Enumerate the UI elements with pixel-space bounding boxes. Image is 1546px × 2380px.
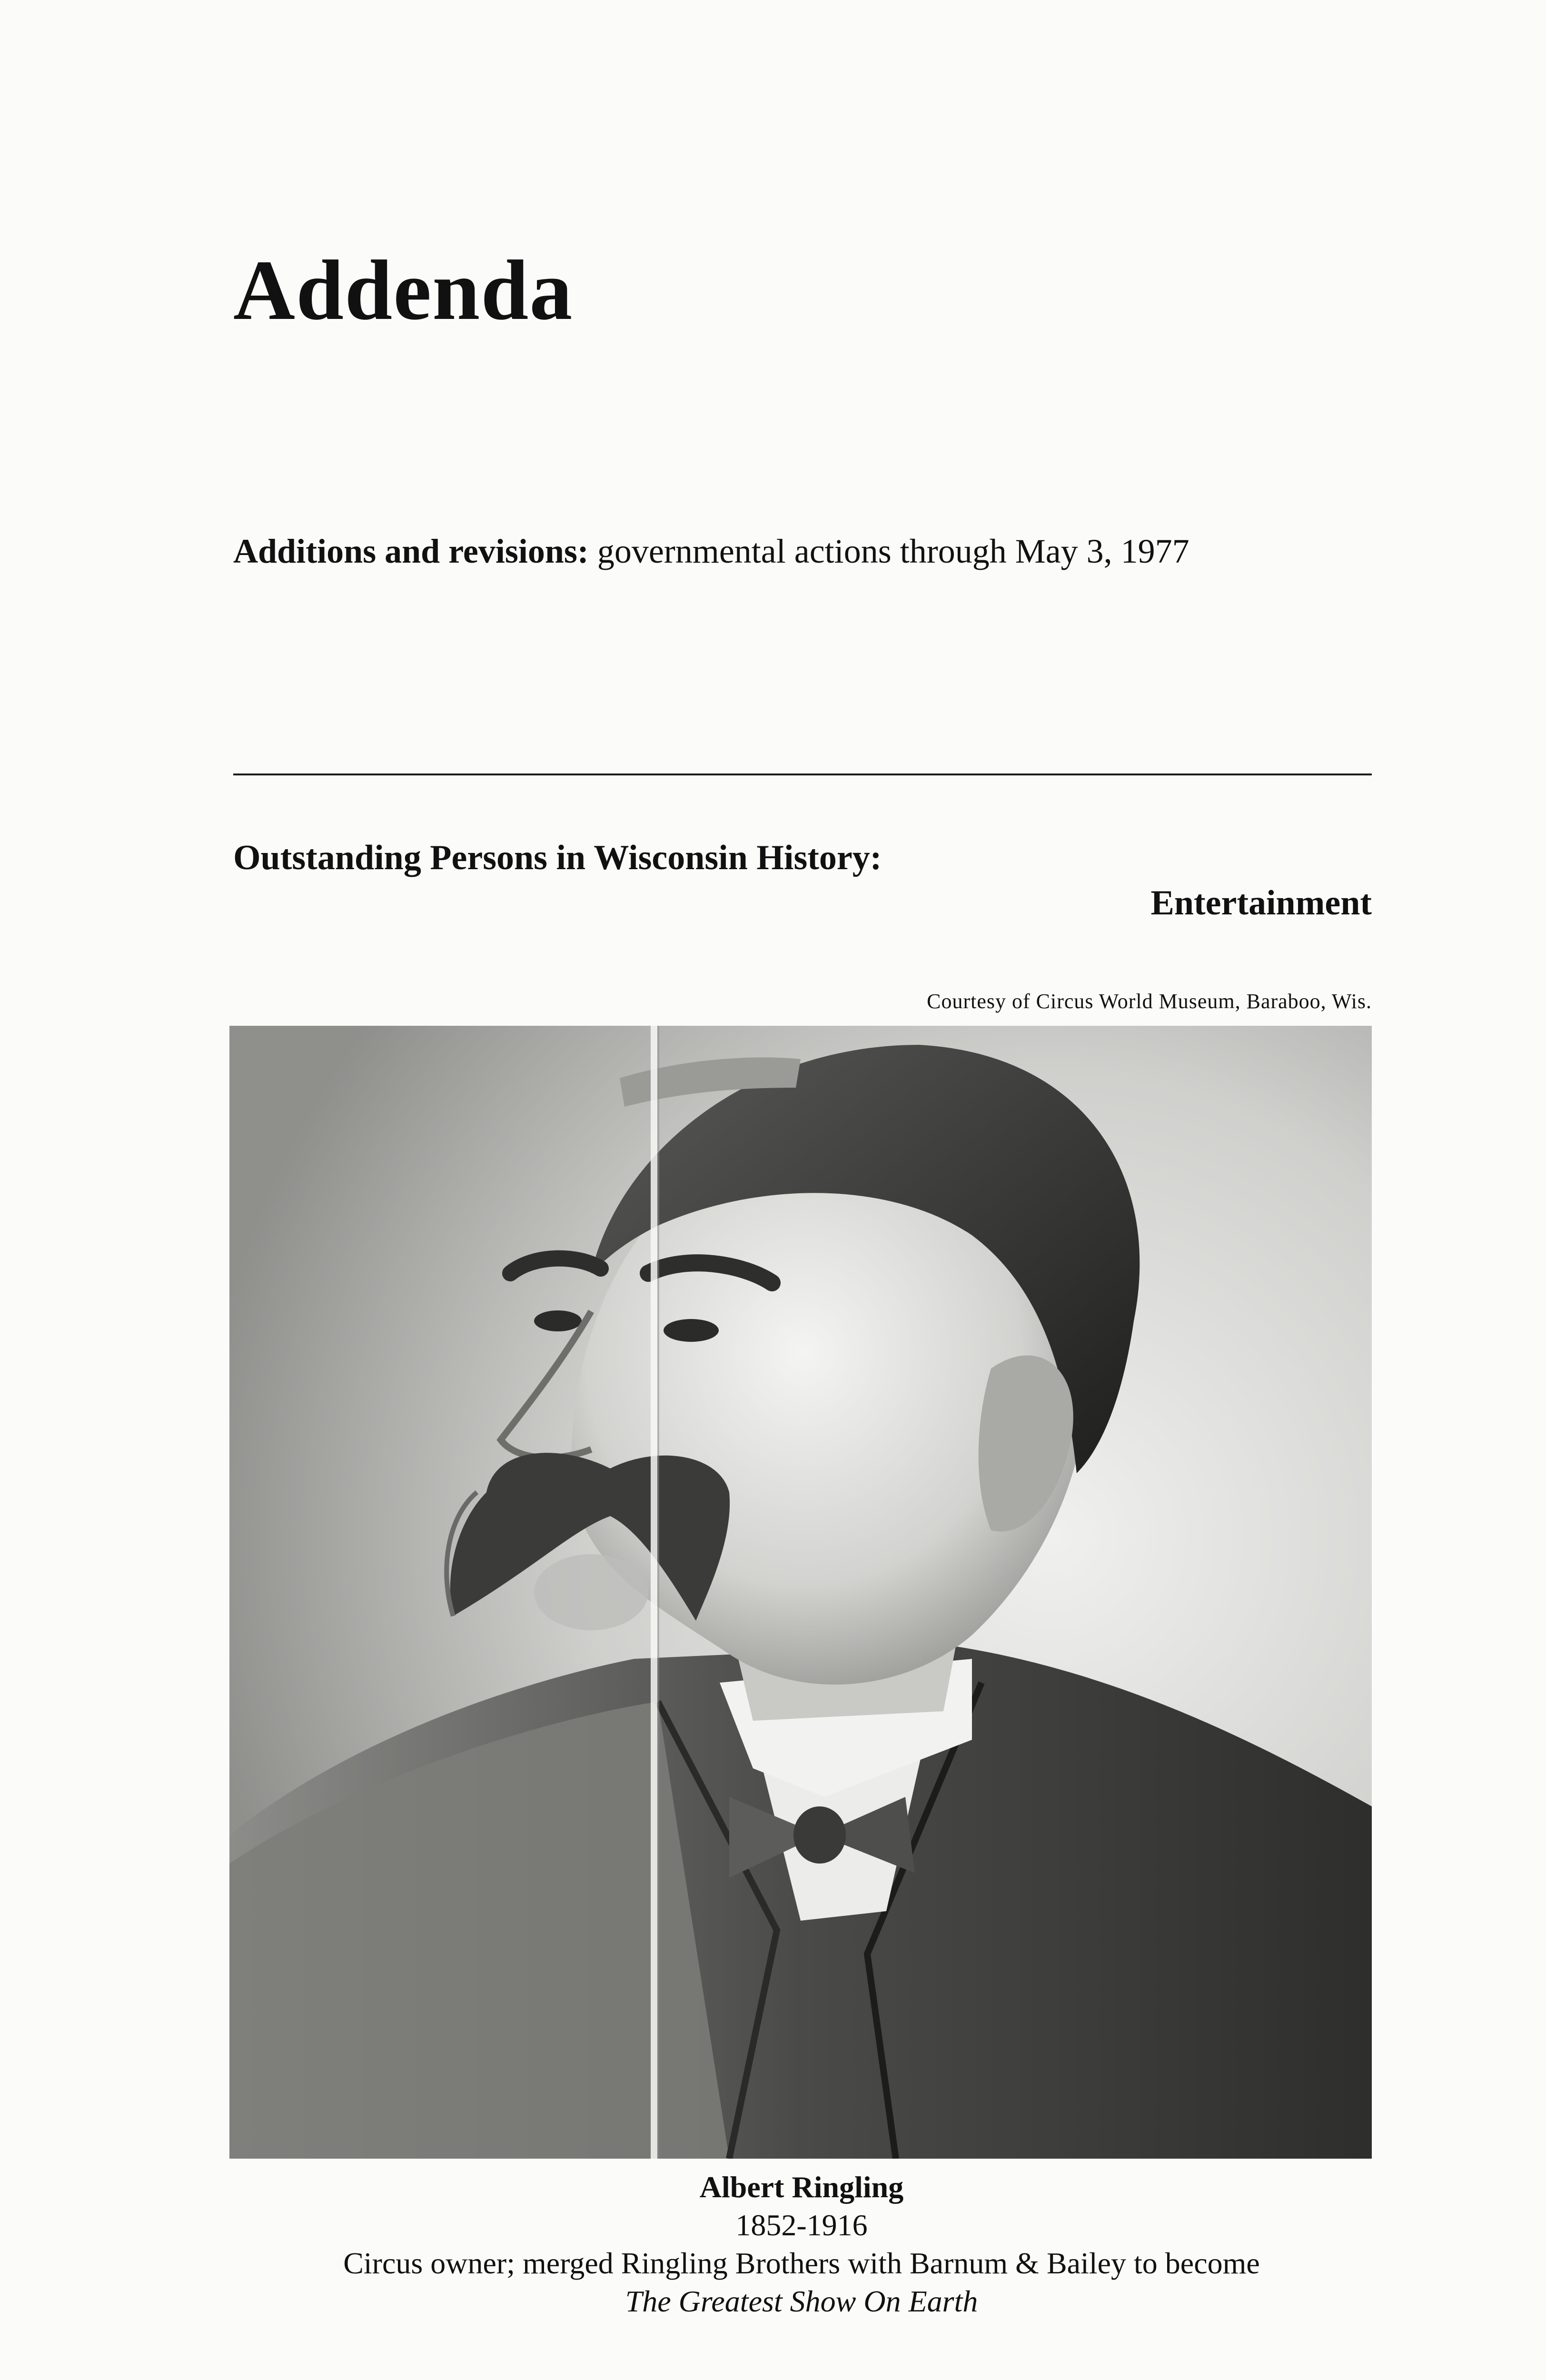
section-title: Outstanding Persons in Wisconsin History:: [233, 838, 882, 877]
portrait-caption: [0, 2168, 1546, 2320]
subtitle-text: governmental actions through May 3, 1977: [597, 532, 1189, 570]
photo-credit: Courtesy of Circus World Museum, Baraboo, Wis.: [927, 990, 1372, 1013]
subtitle-label: Additions and revisions:: [233, 532, 589, 570]
person-name: Albert Ringling: [699, 2170, 904, 2204]
person-description: Circus owner; merged Ringling Brothers with Barnum & Bailey to become: [343, 2246, 1260, 2280]
subtitle: [233, 531, 1189, 572]
section-divider: [233, 774, 1372, 775]
portrait-photo: [229, 1026, 1372, 2159]
person-motto: The Greatest Show On Earth: [625, 2284, 978, 2318]
person-years: 1852-1916: [735, 2208, 868, 2242]
page-title: Addenda: [233, 243, 574, 337]
section-category: Entertainment: [1150, 883, 1372, 922]
